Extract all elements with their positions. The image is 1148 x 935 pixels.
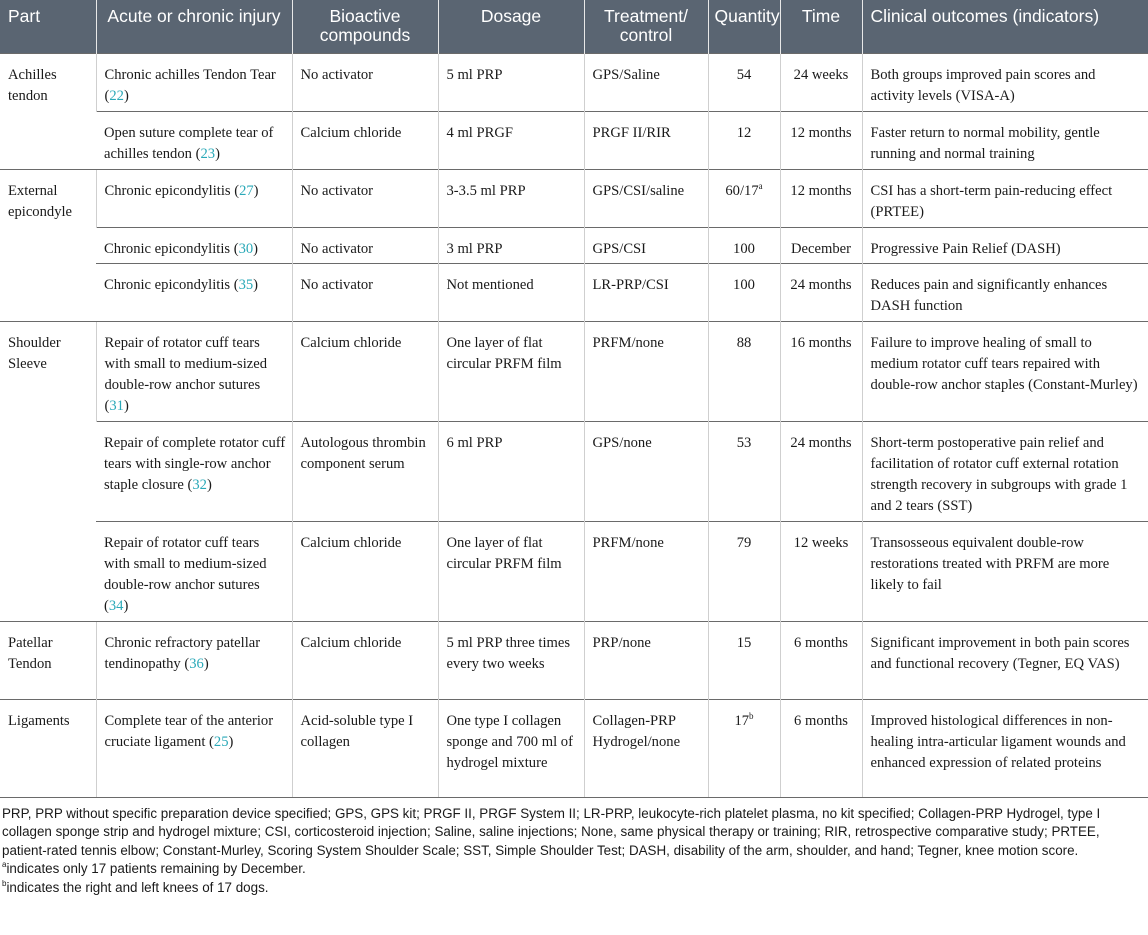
outcome-cell: Reduces pain and significantly enhances DASH function [862,263,1148,321]
reference-link[interactable]: 22 [109,87,124,104]
injury-cell: Chronic epicondylitis (27) [96,169,292,227]
injury-text: Repair of complete rotator cuff tears with single-row anchor staple closure [104,434,286,493]
header-treatment: Treatment/ control [584,0,708,53]
outcome-cell: Progressive Pain Relief (DASH) [862,227,1148,263]
injury-cell: Repair of rotator cuff tears with small to medium-sized double-row anchor sutures (34) [96,521,292,621]
header-part: Part [0,0,96,53]
injury-cell: Chronic achilles Tendon Tear (22) [96,53,292,111]
header-outcomes: Clinical outcomes (indicators) [862,0,1148,53]
part-cell: Shoulder Sleeve [0,321,96,621]
outcome-cell: Failure to improve healing of small to medium rotator cuff tears repaired with double-row anchor staples (Constant-Murley) [862,321,1148,421]
treatment-cell: PRFM/none [584,321,708,421]
injury-text: Chronic refractory patellar tendinopathy [104,634,261,672]
dosage-cell: 5 ml PRP three times every two weeks [438,621,584,699]
treatment-cell: PRGF II/RIR [584,111,708,169]
part-cell: External epicondyle [0,169,96,321]
treatment-cell: Collagen-PRP Hydrogel/none [584,699,708,797]
footnote-b-marker: b [2,878,7,888]
footnote-b-text: indicates the right and left knees of 17 dogs. [6,879,269,895]
part-cell: Achilles tendon [0,53,96,169]
injury-text: Open suture complete tear of achilles tendon [104,124,274,162]
quantity-cell: 12 [708,111,780,169]
reference-link[interactable]: 32 [192,476,207,493]
reference-link[interactable]: 23 [200,145,216,162]
quantity-cell [708,169,780,227]
compound-cell: No activator [292,53,438,111]
time-cell: 6 months [780,621,862,699]
quantity-value: 60/17 [725,182,759,199]
dosage-cell: 6 ml PRP [438,421,584,521]
injury-cell: Open suture complete tear of achilles tendon (23) [96,111,292,169]
outcome-cell: Both groups improved pain scores and activity levels (VISA-A) [862,53,1148,111]
injury-text: Complete tear of the anterior cruciate ligament [104,712,274,750]
dosage-cell: One layer of flat circular PRFM film [438,321,584,421]
quantity-cell: 53 [708,421,780,521]
dosage-cell: One layer of flat circular PRFM film [438,521,584,621]
header-injury: Acute or chronic injury [96,0,292,53]
treatment-cell: PRFM/none [584,521,708,621]
quantity-cell [708,699,780,797]
reference-link[interactable]: 34 [108,597,124,614]
part-cell: Patellar Tendon [0,621,96,699]
footnote-b [2,879,1146,898]
compound-cell: No activator [292,227,438,263]
header-quantity: Quantity [708,0,780,53]
reference-link[interactable]: 31 [109,397,124,414]
reference-link[interactable]: 30 [238,240,254,257]
outcome-cell: Significant improvement in both pain scores and functional recovery (Tegner, EQ VAS) [862,621,1148,699]
reference-link[interactable]: 36 [189,655,204,672]
table-header [0,0,1148,53]
dosage-cell: Not mentioned [438,263,584,321]
injury-text: Repair of rotator cuff tears with small to medium-sized double-row anchor sutures [104,334,268,393]
time-cell: 24 weeks [780,53,862,111]
treatment-cell: GPS/Saline [584,53,708,111]
quantity-cell: 100 [708,227,780,263]
table-row [0,227,1148,263]
footnote-marker: a [758,180,763,191]
table-body [0,53,1148,797]
injury-cell: Repair of complete rotator cuff tears with single-row anchor staple closure (32) [96,421,292,521]
injury-cell: Chronic epicondylitis (35) [96,263,292,321]
time-cell: 12 weeks [780,521,862,621]
dosage-cell: 5 ml PRP [438,53,584,111]
dosage-cell: 3 ml PRP [438,227,584,263]
quantity-cell: 15 [708,621,780,699]
time-cell: 6 months [780,699,862,797]
dosage-cell: 3-3.5 ml PRP [438,169,584,227]
time-cell: 12 months [780,169,862,227]
treatment-cell: GPS/none [584,421,708,521]
time-cell: December [780,227,862,263]
compound-cell: Calcium chloride [292,521,438,621]
injury-cell: Complete tear of the anterior cruciate ligament (25) [96,699,292,797]
compound-cell: Calcium chloride [292,321,438,421]
table-row [0,321,1148,421]
outcome-cell: Improved histological differences in non-healing intra-articular ligament wounds and enhanced expression of related proteins [862,699,1148,797]
quantity-cell: 100 [708,263,780,321]
treatment-cell: GPS/CSI/saline [584,169,708,227]
dosage-cell: One type I collagen sponge and 700 ml of hydrogel mixture [438,699,584,797]
quantity-cell: 54 [708,53,780,111]
compound-cell: Calcium chloride [292,111,438,169]
compound-cell: No activator [292,169,438,227]
compound-cell: Acid-soluble type I collagen [292,699,438,797]
time-cell: 16 months [780,321,862,421]
table-row [0,53,1148,111]
reference-link[interactable]: 27 [239,182,254,199]
table-row [0,699,1148,797]
footnote-a-marker: a [2,860,7,869]
outcome-cell: Transosseous equivalent double-row restorations treated with PRFM are more likely to fail [862,521,1148,621]
reference-link[interactable]: 25 [213,733,229,750]
time-cell: 12 months [780,111,862,169]
time-cell: 24 months [780,263,862,321]
outcome-cell: CSI has a short-term pain-reducing effect (PRTEE) [862,169,1148,227]
table-row [0,421,1148,521]
footnote-a-text: indicates only 17 patients remaining by December. [6,861,306,876]
footnote-a [2,860,1146,879]
table-row [0,111,1148,169]
injury-cell: Repair of rotator cuff tears with small to medium-sized double-row anchor sutures (31) [96,321,292,421]
footnote-marker: b [749,710,754,721]
treatment-cell: PRP/none [584,621,708,699]
outcome-cell: Faster return to normal mobility, gentle running and normal training [862,111,1148,169]
part-cell: Ligaments [0,699,96,797]
table-row [0,169,1148,227]
quantity-cell: 88 [708,321,780,421]
table-row [0,621,1148,699]
injury-text: Chronic epicondylitis [104,276,231,293]
table-row [0,263,1148,321]
injury-text: Chronic epicondylitis [104,240,231,257]
abbreviations-note: PRP, PRP without specific preparation device specified; GPS, GPS kit; PRGF II, PRGF System II; LR-PRP, leukocyte-rich platelet plasma, no kit specified; Collagen-PRP Hydrogel, type I collagen sponge strip and hydrogel mixture; CSI, corticosteroid injection; Saline, saline injections; None, same physical therapy or training; RIR, retrospective comparative study; PRTEE, patient-rated tennis elbow; Constant-Murley, Scoring System Shoulder Scale; SST, Simple Shoulder Test; DASH, disability of the arm, shoulder, and hand; Tegner, knee motion score. [2,805,1101,858]
injury-text: Chronic epicondylitis [104,182,231,199]
compound-cell: Calcium chloride [292,621,438,699]
injury-text: Chronic achilles Tendon Tear [104,66,276,83]
treatment-cell: GPS/CSI [584,227,708,263]
header-dosage: Dosage [438,0,584,53]
quantity-cell: 79 [708,521,780,621]
injury-cell: Chronic epicondylitis (30) [96,227,292,263]
header-compounds: Bioactive compounds [292,0,438,53]
header-time: Time [780,0,862,53]
reference-link[interactable]: 35 [238,276,254,293]
quantity-value: 17 [734,712,750,729]
compound-cell: Autologous thrombin component serum [292,421,438,521]
table-footnotes [0,798,1148,898]
outcome-cell: Short-term postoperative pain relief and facilitation of rotator cuff external rotation strength recovery in subgroups with grade 1 and 2 tears (SST) [862,421,1148,521]
treatment-cell: LR-PRP/CSI [584,263,708,321]
table-row [0,521,1148,621]
injury-cell: Chronic refractory patellar tendinopathy (36) [96,621,292,699]
dosage-cell: 4 ml PRGF [438,111,584,169]
compound-cell: No activator [292,263,438,321]
time-cell: 24 months [780,421,862,521]
injury-text: Repair of rotator cuff tears with small to medium-sized double-row anchor sutures [104,534,267,593]
